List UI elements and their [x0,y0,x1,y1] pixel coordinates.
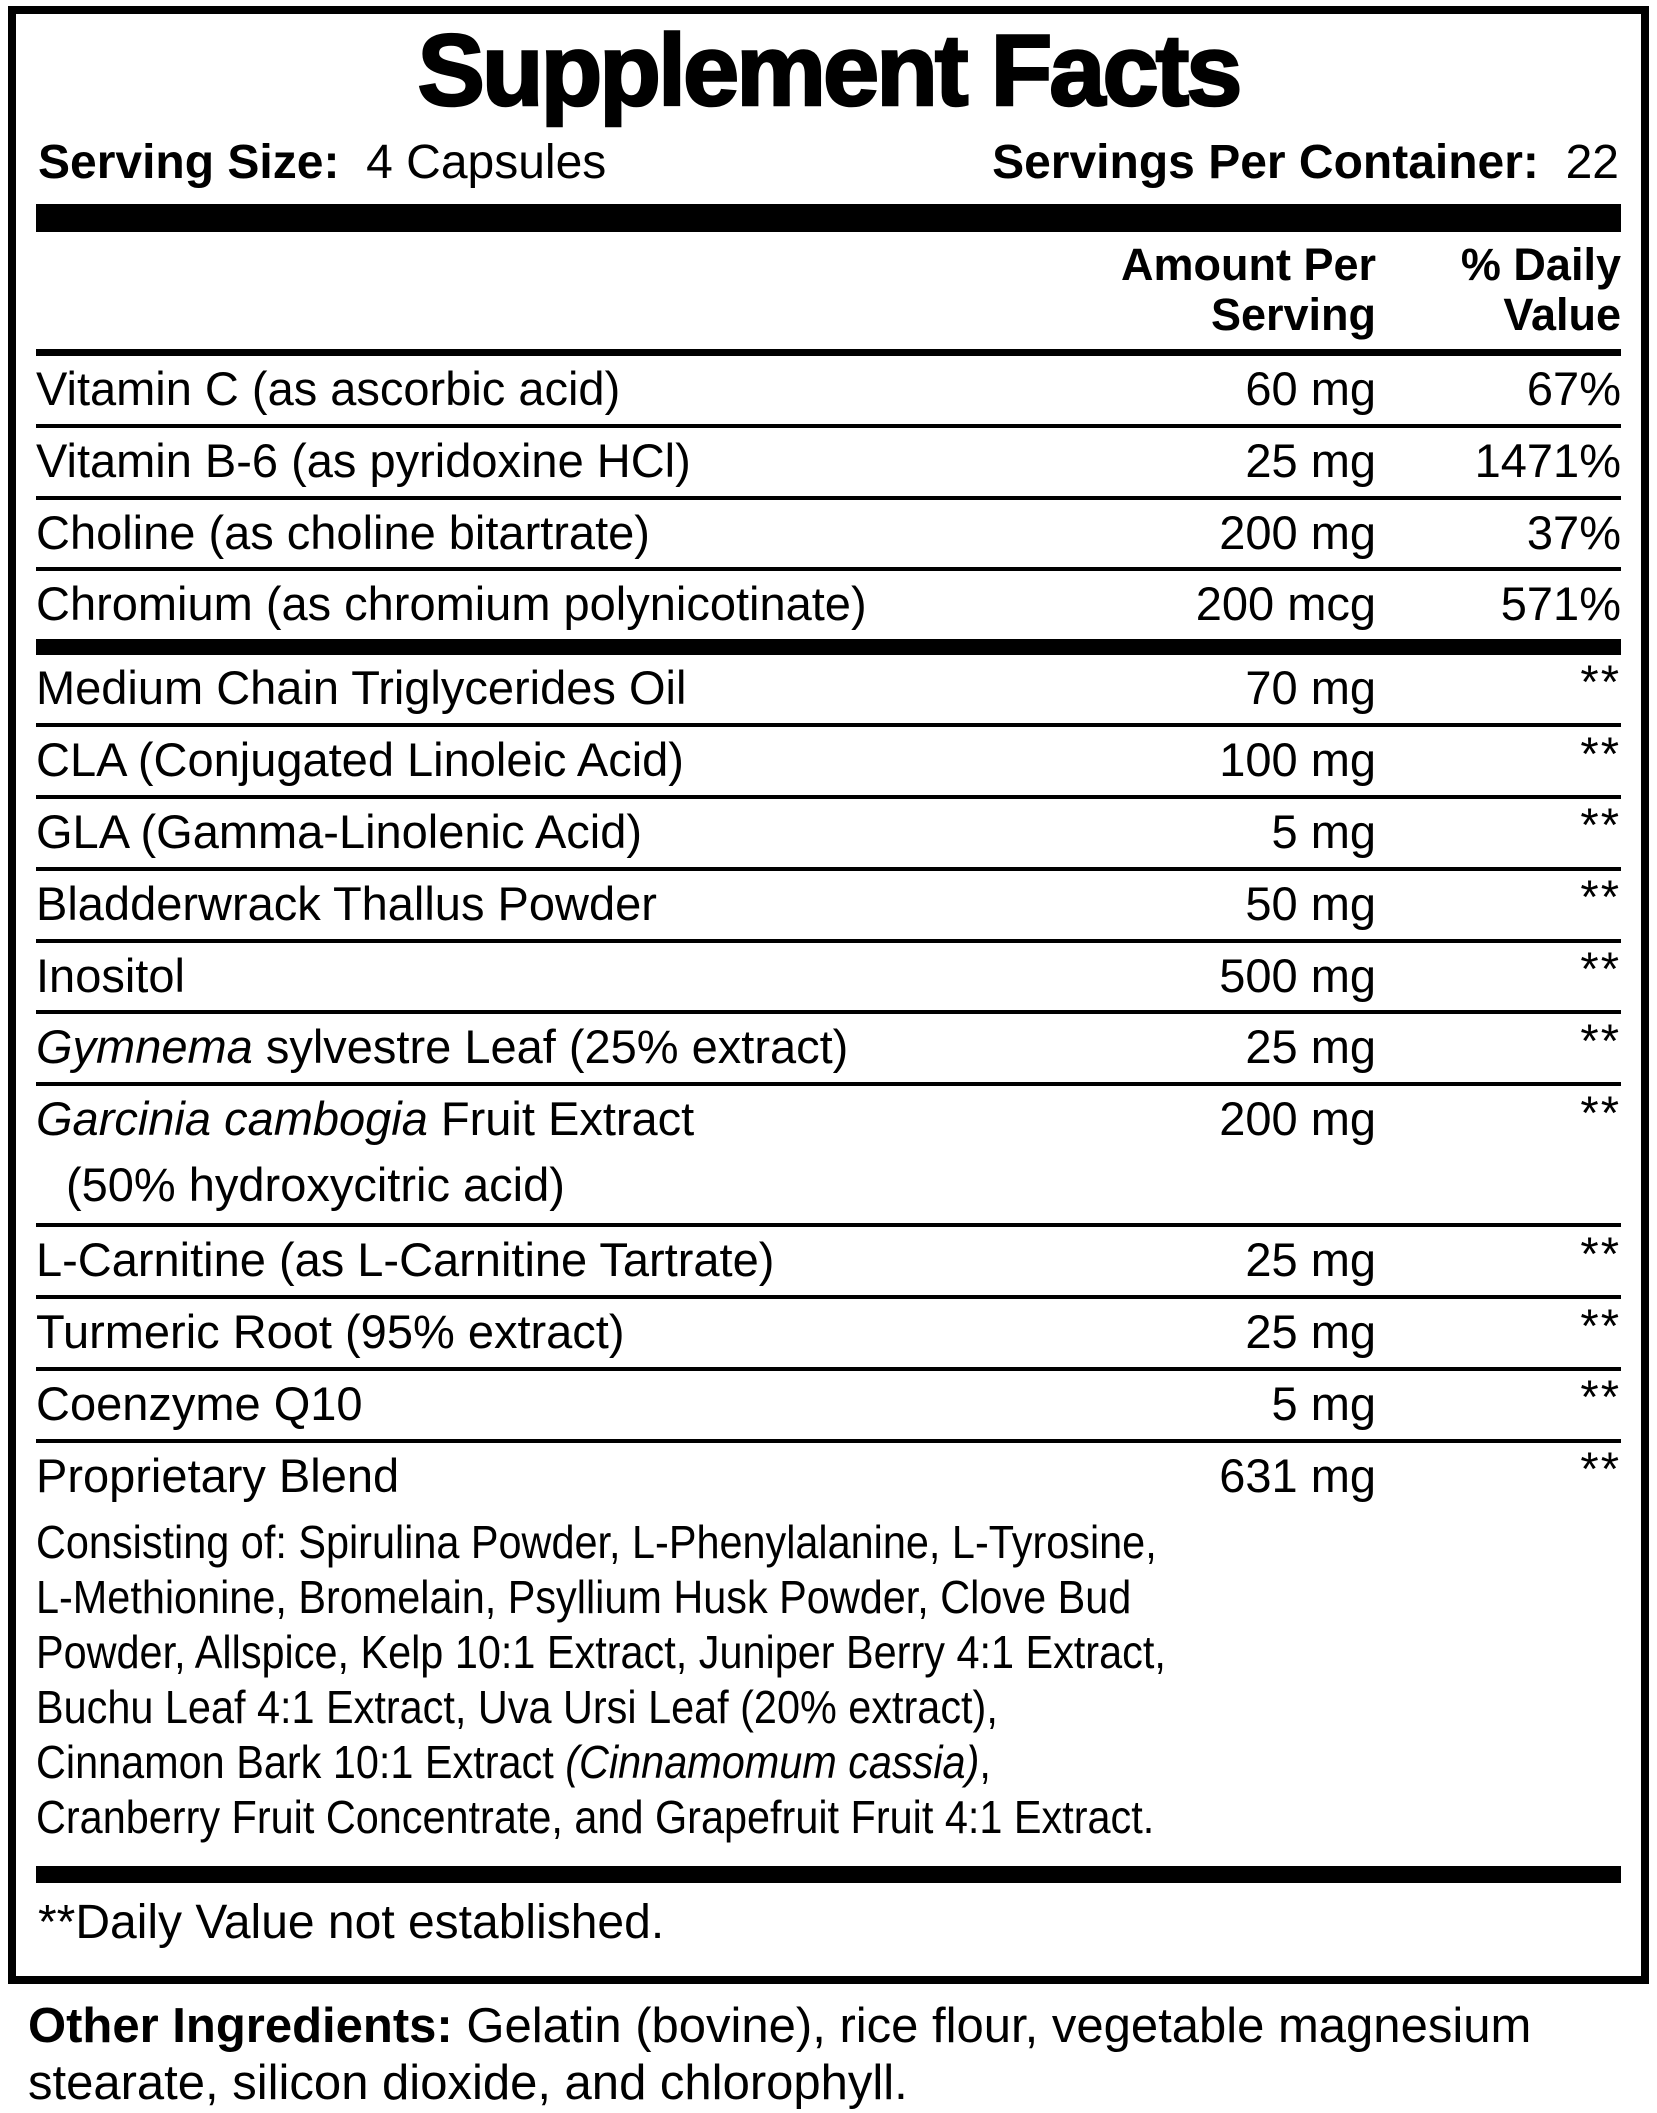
text: Turmeric Root (95% extract) [36,1305,625,1359]
ingredient-daily-value [1376,1085,1621,1144]
ingredient-amount: 200 mg [1219,505,1376,559]
daily-value-not-established-mark: ** [1580,1298,1621,1352]
ingredient-row-line [36,1442,1621,1502]
ingredient-name-line2: (50% hydroxycitric acid) [66,1157,565,1211]
ingredient-daily-value [1376,941,1621,1001]
daily-value-footnote: **Daily Value not established. [38,1895,665,1949]
ingredient-amount: 25 mg [1245,1305,1376,1359]
ingredient-row [36,1439,1621,1864]
ingredient-name [36,1022,996,1072]
ingredient-name [36,579,996,629]
ingredient-amount: 25 mg [1245,433,1376,487]
daily-value-not-established-mark: ** [1580,941,1621,995]
ingredient-daily-value: 571% [1500,577,1621,631]
text: Bladderwrack Thallus Powder [36,876,657,930]
ingredient-name [36,735,996,785]
ingredient-daily-value [1376,726,1621,785]
text: Chromium (as chromium polynicotinate) [36,577,867,631]
top-divider-bar [36,204,1621,232]
text: CLA (Conjugated Linoleic Acid) [36,733,684,787]
ingredient-daily-value [1376,1370,1621,1429]
italic-text: Gymnema [36,1020,253,1074]
ingredient-name [36,948,996,1002]
description-line [36,1790,1463,1845]
ingredient-row-line [36,798,1621,858]
italic-text: Garcinia cambogia [36,1092,428,1146]
ingredient-amount: 50 mg [1245,876,1376,930]
ingredient-row-line [36,726,1621,787]
ingredient-rows [36,356,1621,1864]
ingredient-amount: 100 mg [1219,733,1376,787]
daily-value-column-header [1376,240,1621,339]
ingredient-name [36,505,996,559]
ingredient-row [36,1367,1621,1439]
ingredient-row [36,424,1621,496]
description-line [36,1570,1463,1625]
text: sylvestre Leaf (25% extract) [252,1020,849,1074]
amount-header-line2: Serving [1210,288,1376,340]
ingredient-row-line [36,1085,1621,1146]
ingredient-row [36,939,1621,1011]
servings-per-container-spacer [1552,136,1565,189]
amount-header-line1: Amount Per [1120,239,1376,291]
ingredient-row [36,867,1621,939]
ingredient-name [36,433,996,487]
ingredient-daily-value [1376,1226,1621,1285]
ingredient-row [36,1295,1621,1367]
serving-size-value [353,136,366,189]
text: Choline (as choline bitartrate) [36,505,650,559]
daily-value-not-established-mark: ** [1580,726,1621,780]
section-divider-bar [36,639,1621,655]
description-line [36,1515,1463,1570]
ingredient-row [36,1082,1621,1223]
ingredient-amount: 70 mg [1245,661,1376,715]
daily-value-not-established-mark: ** [1580,1085,1621,1139]
italic-text: (Cinnamomum cassia) [565,1736,980,1789]
servings-per-container [992,135,1619,190]
text: L-Methionine, Bromelain, Psyllium Husk Powder, Clove Bud [36,1570,1132,1623]
ingredient-name [36,1307,996,1357]
amount-column-header [996,240,1376,339]
ingredient-daily-value: 67% [1526,362,1621,416]
text: Inositol [36,948,185,1002]
daily-value-not-established-mark: ** [1580,798,1621,852]
daily-value-not-established-mark: ** [1580,1013,1621,1067]
other-ingredients-label: Other Ingredients: [28,1998,453,2053]
footnote-divider-bar [36,1866,1621,1883]
ingredient-name [36,663,996,713]
ingredient-amount: 500 mg [1219,948,1376,1002]
daily-value-not-established-mark: ** [1580,1442,1621,1496]
ingredient-name [36,804,996,858]
ingredient-row-line [36,654,1621,715]
ingredient-row [36,723,1621,795]
ingredient-row-line [36,1013,1621,1074]
proprietary-blend-description [36,1501,1463,1854]
text: L-Carnitine (as L-Carnitine Tartrate) [36,1233,775,1287]
text: GLA (Gamma-Linolenic Acid) [36,804,643,858]
ingredient-row [36,496,1621,568]
description-line [36,1735,1463,1790]
ingredient-daily-value: 1471% [1474,433,1621,487]
ingredient-row-line [36,579,1621,629]
ingredient-amount: 60 mg [1245,362,1376,416]
ingredient-daily-value [1376,870,1621,929]
ingredient-daily-value [1376,1442,1621,1501]
ingredient-amount: 631 mg [1219,1448,1376,1502]
ingredient-name [36,1376,996,1430]
ingredient-row [36,795,1621,867]
supplement-label-page [0,6,1657,2111]
ingredient-amount: 25 mg [1245,1233,1376,1287]
ingredient-daily-value: 37% [1526,505,1621,559]
text: Cranberry Fruit Concentrate, and Grapefruit Fruit 4:1 Extract. [36,1791,1155,1844]
ingredient-amount: 5 mg [1271,1376,1376,1430]
dv-header-line1: % Daily [1460,239,1621,291]
ingredient-row-line [36,1298,1621,1359]
daily-value-not-established-mark: ** [1580,870,1621,924]
ingredient-row-line [36,364,1621,414]
ingredient-row [36,655,1621,723]
text: Powder, Allspice, Kelp 10:1 Extract, Juniper Berry 4:1 Extract, [36,1625,1166,1678]
serving-info-row [38,135,1619,190]
label-title: Supplement Facts [417,15,1240,127]
description-line [36,1680,1463,1735]
ingredient-row-line [36,433,1621,487]
ingredient-name [36,876,996,930]
text: Proprietary Blend [36,1448,400,1502]
text: Medium Chain Triglycerides Oil [36,661,687,715]
supplement-facts-box [8,6,1649,1984]
text: Fruit Extract [427,1092,695,1146]
serving-size-label: Serving Size: [38,136,340,190]
ingredient-daily-value [1376,654,1621,713]
serving-size-value-text: 4 Capsules [366,136,607,190]
daily-value-not-established-mark: ** [1580,654,1621,708]
ingredient-amount: 25 mg [1245,1020,1376,1074]
other-ingredients [28,1998,1645,2113]
ingredient-row [36,1223,1621,1295]
column-header-row [36,232,1621,349]
servings-per-container-label: Servings Per Container: [992,136,1539,190]
text: , [979,1736,991,1789]
ingredient-row-line [36,941,1621,1002]
ingredient-name [36,1448,996,1502]
dv-header-line2: Value [1503,288,1621,340]
text: Buchu Leaf 4:1 Extract, Uva Ursi Leaf (20% extract), [36,1681,998,1734]
ingredient-row [36,567,1621,639]
serving-size [38,135,606,190]
ingredient-name [36,1235,996,1285]
ingredient-daily-value [1376,1298,1621,1357]
daily-value-not-established-mark: ** [1580,1370,1621,1424]
ingredient-daily-value [1376,1013,1621,1072]
description-line [36,1625,1463,1680]
ingredient-row-line [36,870,1621,930]
ingredient-row-line [36,1370,1621,1430]
ingredient-amount: 5 mg [1271,804,1376,858]
ingredient-amount: 200 mcg [1195,577,1376,631]
text: Vitamin B-6 (as pyridoxine HCl) [36,433,691,487]
ingredient-row [36,1010,1621,1082]
ingredient-amount: 200 mg [1219,1092,1376,1146]
daily-value-not-established-mark: ** [1580,1226,1621,1280]
ingredient-daily-value [1376,798,1621,857]
text: Coenzyme Q10 [36,1376,363,1430]
other-ingredients-text: Gelatin (bovine), rice flour, vegetable magnesium stearate, silicon dioxide, and chlorophyll. [28,1998,1532,2111]
text: Consisting of: Spirulina Powder, L-Phenylalanine, L-Tyrosine, [36,1515,1157,1568]
ingredient-row-line [36,505,1621,559]
text: Cinnamon Bark 10:1 Extract [36,1736,566,1789]
servings-per-container-value: 22 [1565,136,1619,190]
ingredient-row [36,356,1621,424]
header-divider-rule [36,349,1621,356]
ingredient-name [36,1094,996,1144]
ingredient-row-line [36,1226,1621,1287]
text: Vitamin C (as ascorbic acid) [36,362,621,416]
ingredient-name [36,364,996,414]
